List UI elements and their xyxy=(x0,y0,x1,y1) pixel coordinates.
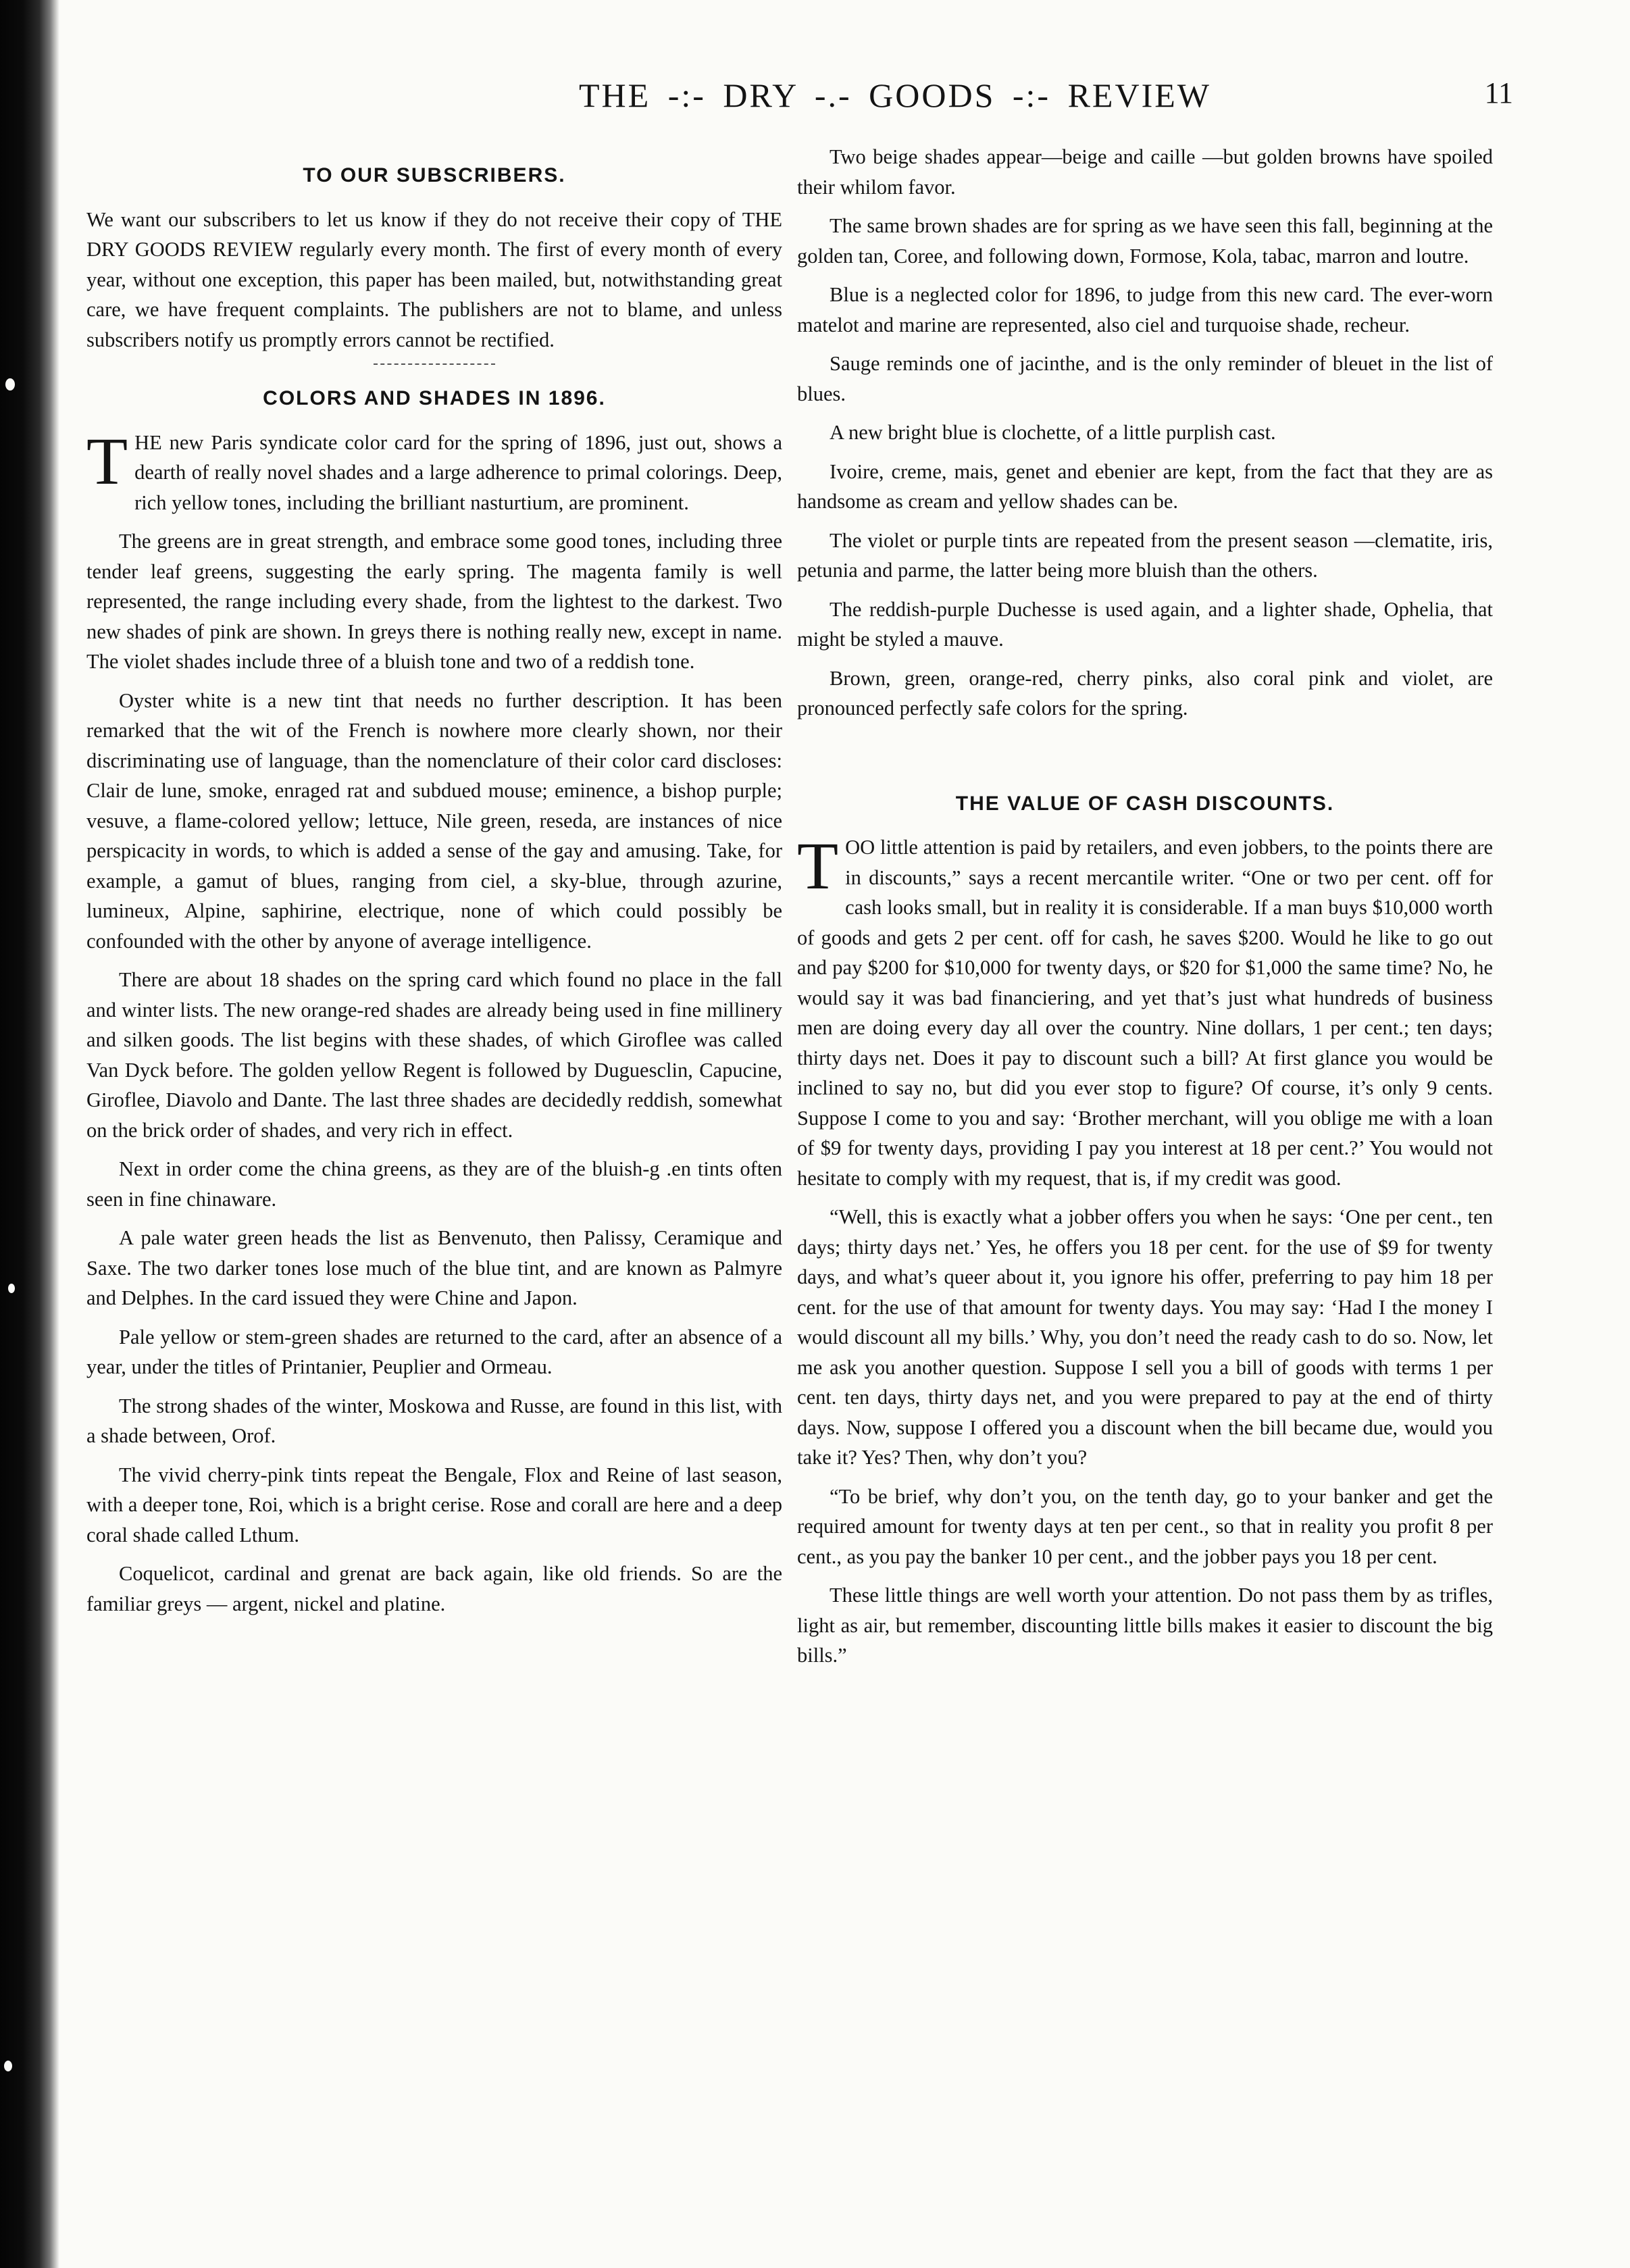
colors-paragraph: Coquelicot, cardinal and grenat are back again, like old friends. So are the familiar greys — argent, nickel and platine. xyxy=(86,1562,782,1615)
colors-paragraph: Brown, green, orange-red, cherry pinks, also coral pink and violet, are pronounced perfectly safe colors for the spring. xyxy=(797,666,1493,720)
colors-paragraph-1 xyxy=(86,423,782,518)
left-column xyxy=(86,142,782,1628)
colors-paragraph: Oyster white is a new tint that needs no further description. It has been remarked that the wit of the French is nowhere more clearly shown, nor their discriminating use of language, than the nomenclature of their color card discloses: Clair de lune, smoke, enraged rat and subdued mouse; eminence, a bishop purple; vesuve, a flame-colored yellow; lettuce, Nile green, reseda, are instances of nice perspicacity in words, to which is added a sense of the gay and amusing. Take, for example, a gamut of blues, ranging from ciel, a sky-blue, through azurine, lumineux, Alpine, saphirine, electrique, none of which could possibly be confounded with the other by anyone of average intelligence. xyxy=(86,688,782,953)
section-divider xyxy=(374,363,495,365)
colors-paragraph: Next in order come the china greens, as they are of the bluish-g .en tints often seen in fine chinaware. xyxy=(86,1157,782,1211)
discounts-paragraph: “To be brief, why don’t you, on the tenth day, go to your banker and get the required amount for twenty days at ten per cent., so that in reality you profit 8 per cent., as you pay the banker 10 per cent., and the jobber pays you 18 per cent. xyxy=(797,1484,1493,1568)
right-column xyxy=(797,142,1493,1680)
running-header: THE -:- DRY -.- GOODS -:- REVIEW xyxy=(579,76,1211,114)
colors-paragraph: The greens are in great strength, and embrace some good tones, including three tender leaf greens, suggesting the early spring. The magenta family is well represented, the range including every shade, from the lightest to the darkest. Two new shades of pink are shown. In greys there is nothing really new, except in name. The violet shades include three of a bluish tone and two of a reddish tone. xyxy=(86,530,782,673)
scanned-binding-edge xyxy=(0,0,59,2268)
discounts-paragraph-1 xyxy=(797,828,1493,1193)
colors-paragraph: Blue is a neglected color for 1896, to judge from this new card. The ever-worn matelot and marine are represented, also ciel and turquoise shade, recheur. xyxy=(797,283,1493,336)
discounts-paragraph: These little things are well worth your attention. Do not pass them by as trifles, light as air, but remember, discounting little bills makes it easier to discount the big bills.” xyxy=(797,1584,1493,1667)
colors-paragraph: A new bright blue is clochette, of a little purplish cast. xyxy=(830,421,1276,444)
colors-paragraph: There are about 18 shades on the spring card which found no place in the fall and winter lists. The new orange-red shades are already being used in fine millinery and silken goods. The list begins with these shades, of which Giroflee was called Van Dyck before. The golden yellow Regent is followed by Duguesclin, Capucine, Giroflee, Diavolo and Dante. The last three shades are decidedly reddish, somewhat on the brick order of shades, and very rich in effect. xyxy=(86,968,782,1142)
colors-paragraph: The reddish-purple Duchesse is used again, and a lighter shade, Ophelia, that might be styled a mauve. xyxy=(797,597,1493,651)
colors-paragraph: The vivid cherry-pink tints repeat the Bengale, Flox and Reine of last season, with a deeper tone, Roi, which is a bright cerise. Rose and corall are here and a deep coral shade called Lthum. xyxy=(86,1463,782,1546)
subscribers-heading: TO OUR SUBSCRIBERS. xyxy=(303,164,566,186)
colors-paragraph: The same brown shades are for spring as we have seen this fall, beginning at the golden tan, Coree, and following down, Formose, Kola, tabac, marron and loutre. xyxy=(797,214,1493,268)
colors-paragraph-1-text: HE new Paris syndicate color card for the spring of 1896, just out, shows a dearth of really novel shades and a large adherence to primal colorings. Deep, rich yellow tones, including the brilliant nasturtium, are prominent. xyxy=(134,430,782,514)
colors-paragraph: A pale water green heads the list as Benvenuto, then Palissy, Ceramique and Saxe. The two darker tones lose much of the blue tint, and are known as Palmyre and Delphes. In the card issued they were Chine and Japon. xyxy=(86,1226,782,1309)
subscribers-paragraph: We want our subscribers to let us know if they do not receive their copy of THE DRY GOODS REVIEW regularly every month. The first of every month of every year, without one exception, this paper has been mailed, but, notwithstanding great care, we have frequent complaints. The publishers are not to blame, and unless subscribers notify us promptly errors cannot be rectified. xyxy=(86,207,782,351)
page-number: 11 xyxy=(1484,76,1513,109)
colors-paragraph: The strong shades of the winter, Moskowa and Russe, are found in this list, with a shade between, Orof. xyxy=(86,1394,782,1447)
colors-paragraph: Sauge reminds one of jacinthe, and is the only reminder of bleuet in the list of blues. xyxy=(797,352,1493,405)
discounts-dropcap: T xyxy=(797,828,839,903)
discounts-paragraph: “Well, this is exactly what a jobber offers you when he says: ‘One per cent., ten days; thirty days net.’ Yes, he offers you 18 per cent. for the use of $9 for twenty days, and what’s queer about it, you ignore his offer, preferring to pay him 18 per cent. for the use of that amount for twenty days. You may say: ‘Had I the money I would discount all my bills.’ Why, you don’t need the ready cash to do so. Now, let me ask you another question. Suppose I sell you a bill of goods with terms 1 per cent. ten days, thirty days net, and you were prepared to pay at the end of thirty days. Now, suppose I offered you a discount when the bill became due, would you take it? Yes? Then, why don’t you? xyxy=(797,1205,1493,1469)
colors-paragraph: The violet or purple tints are repeated from the present season —clematite, iris, petunia and parme, the latter being more bluish than the others. xyxy=(797,528,1493,582)
colors-paragraph: Two beige shades appear—beige and caille —but golden browns have spoiled their whilom favor. xyxy=(797,145,1493,199)
colors-dropcap: T xyxy=(86,423,128,499)
colors-heading: COLORS AND SHADES IN 1896. xyxy=(263,387,606,409)
colors-paragraph: Ivoire, creme, mais, genet and ebenier are kept, from the fact that they are as handsome as cream and yellow shades can be. xyxy=(797,459,1493,513)
discounts-heading: THE VALUE OF CASH DISCOUNTS. xyxy=(955,792,1335,815)
discounts-paragraph-1-text: OO little attention is paid by retailers, and even jobbers, to the points there are in discounts,” says a recent mercantile writer. “One or two per cent. off for cash looks small, but in reality it is considerable. If a man buys $10,000 worth of goods and gets 2 per cent. off for cash, he saves $200. Would he like to go out and pay $200 for $10,000 for twenty days, or $20 for $1,000 the same time? No, he would say it was bad financiering, and yet that’s just what hundreds of business men are doing every day all over the country. Nine dollars, 1 per cent.; ten days; thirty days net. Does it pay to discount such a bill? At first glance you would be inclined to say no, but did you ever stop to figure? Of course, it’s only 9 cents. Suppose I come to you and say: ‘Brother merchant, will you oblige me with a loan of $9 for twenty days, providing I pay you interest at 18 per cent.?’ You would not hesitate to comply with my request, that is, if my credit was good. xyxy=(797,836,1493,1190)
colors-paragraph: Pale yellow or stem-green shades are returned to the card, after an absence of a year, under the titles of Printanier, Peuplier and Ormeau. xyxy=(86,1325,782,1378)
